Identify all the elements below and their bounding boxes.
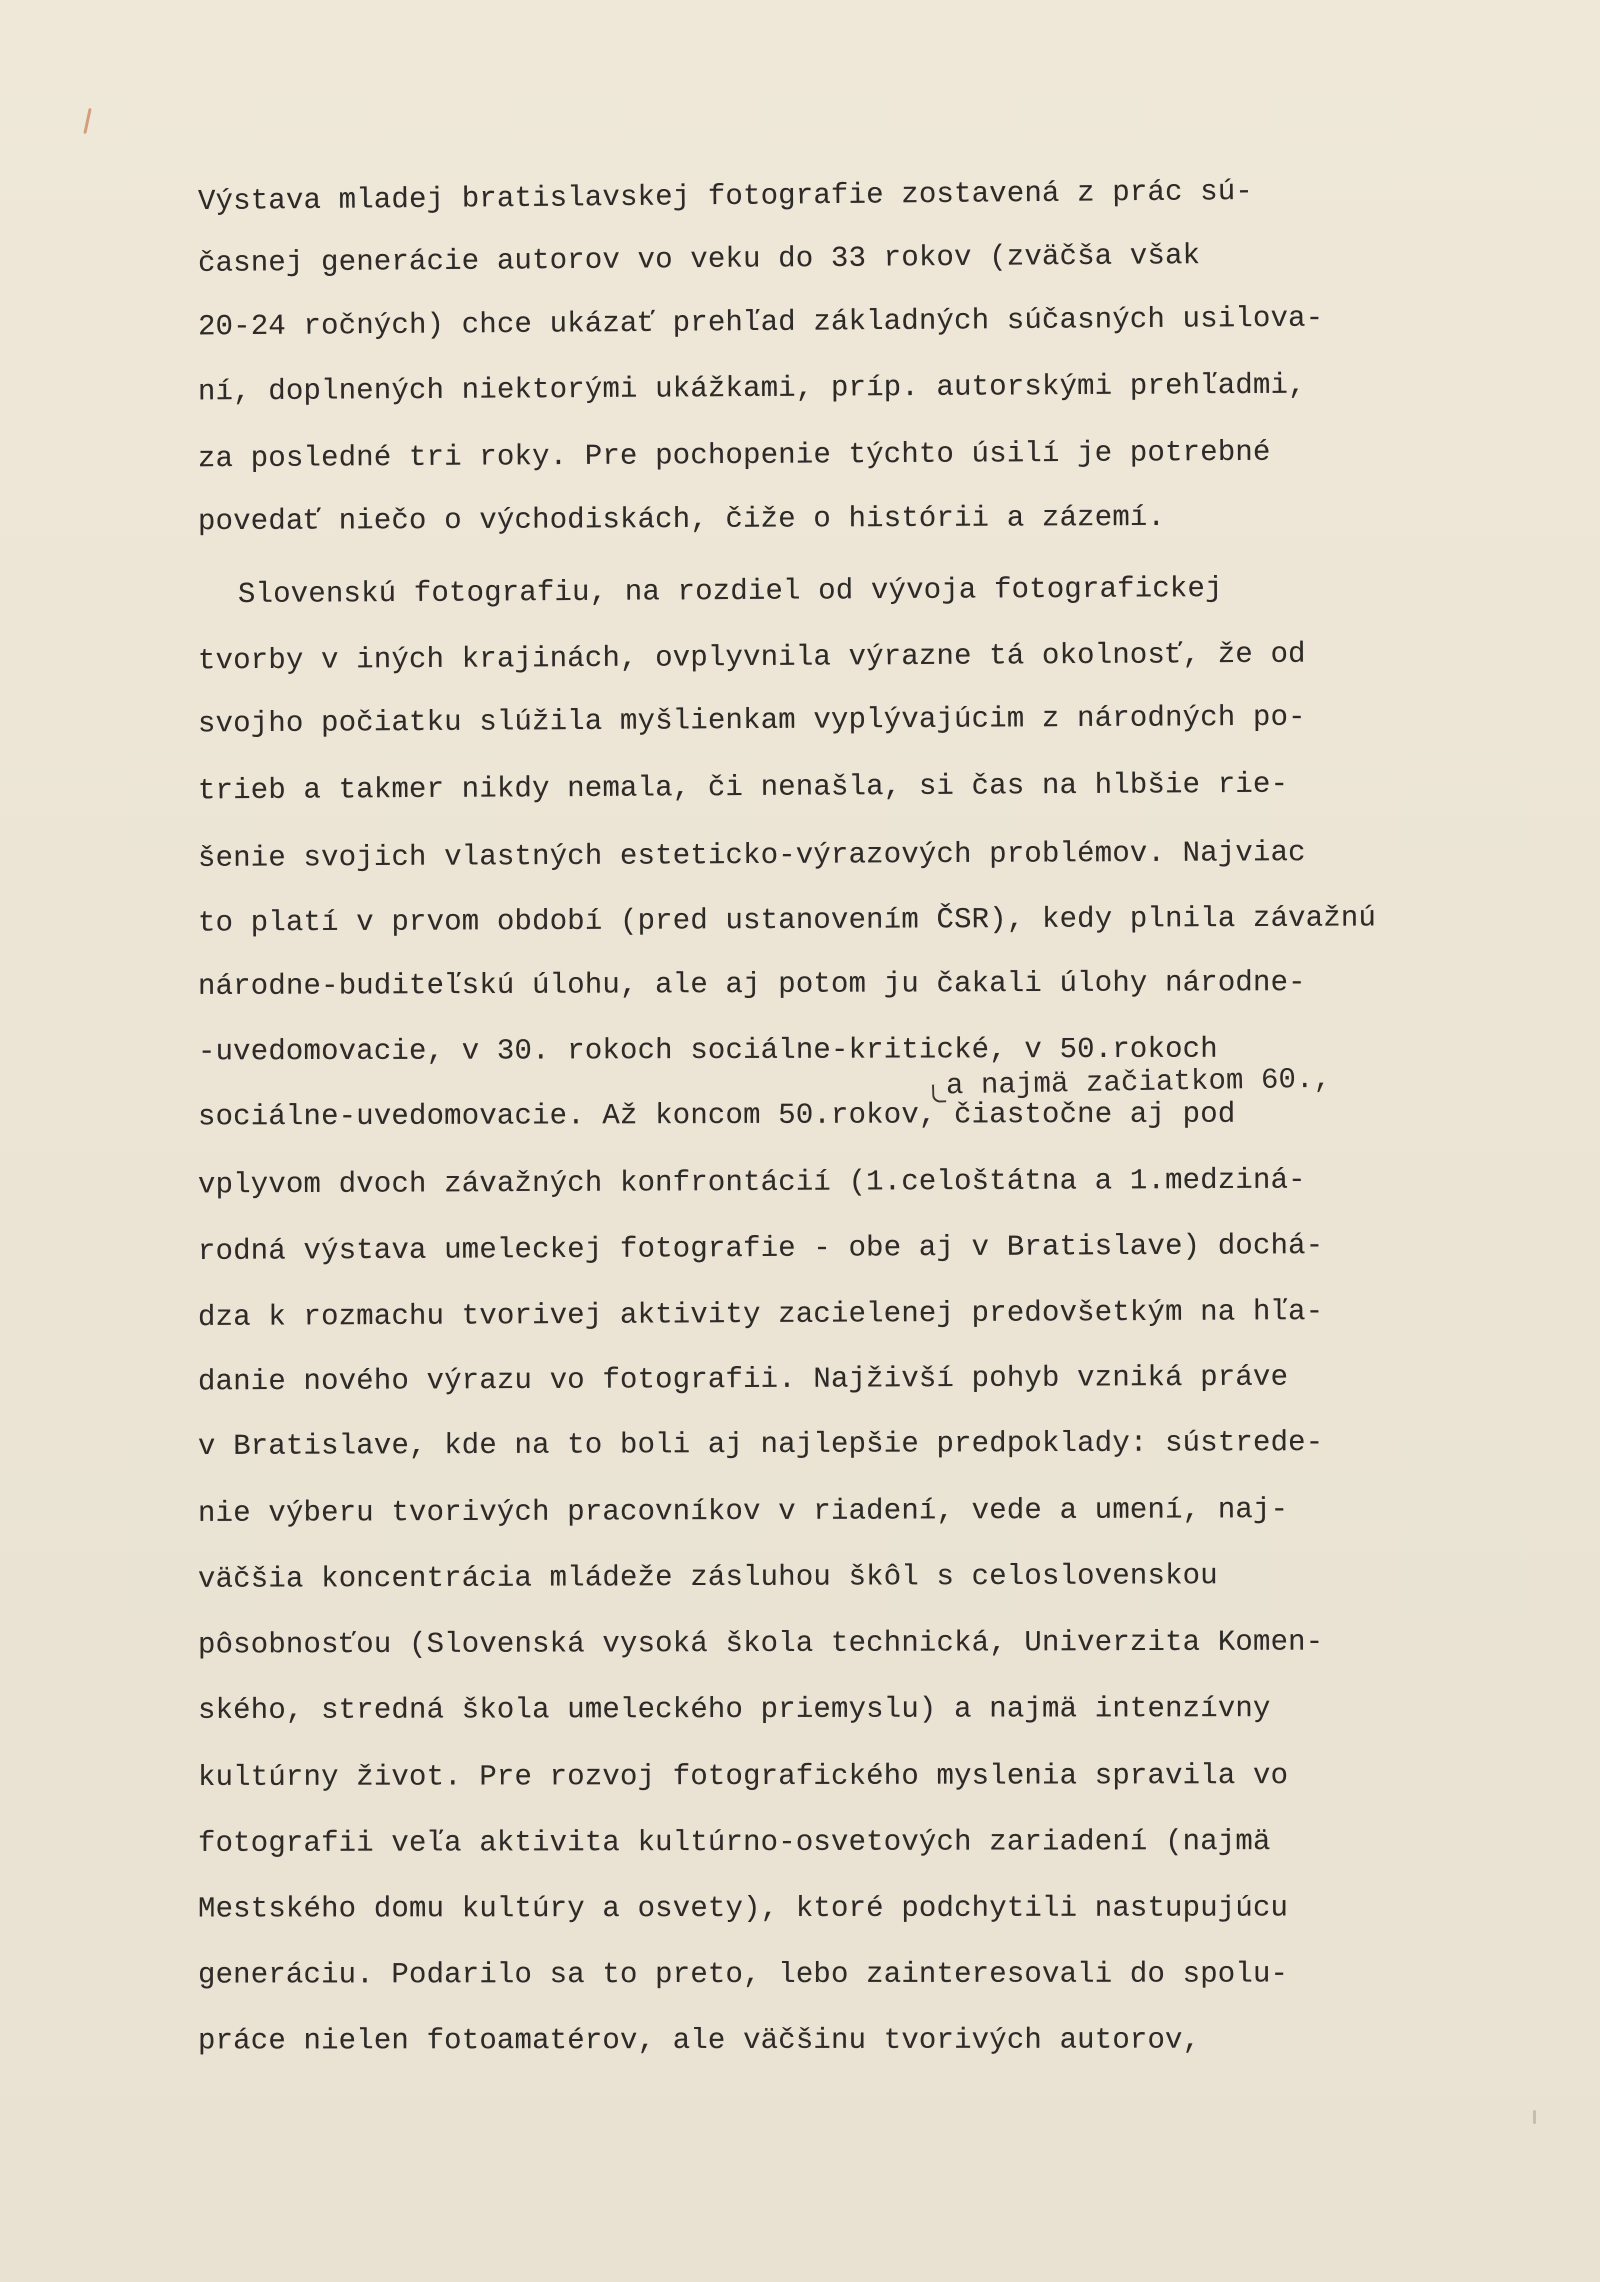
paragraph-1-line-2: časnej generácie autorov vo veku do 33 rokov (zväčša však <box>197 239 1201 280</box>
paragraph-2-line-13: danie nového výrazu vo fotografii. Najživší pohyb vzniká práve <box>197 1360 1289 1399</box>
paragraph-2-line-19: kultúrny život. Pre rozvoj fotografického myslenia spravila vo <box>197 1759 1289 1794</box>
paragraph-1-line-6: povedať niečo o východiskách, čiže o histórii a zázemí. <box>197 500 1166 539</box>
paragraph-2-line-16: väčšia koncentrácia mládeže zásluhou škôl s celoslovenskou <box>197 1559 1218 1596</box>
paragraph-2-line-20: fotografii veľa aktivita kultúrno-osvetových zariadení (najmä <box>197 1825 1271 1860</box>
paragraph-2-line-10: vplyvom dvoch závažných konfrontácií (1.celoštátna a 1.medziná- <box>197 1163 1306 1202</box>
paragraph-2-line-12: dza k rozmachu tvorivej aktivity zacielenej predovšetkým na hľa- <box>197 1295 1324 1334</box>
paragraph-2-line-21: Mestského domu kultúry a osvety), ktoré podchytili nastupujúcu <box>197 1891 1289 1926</box>
paragraph-2-line-11: rodná výstava umeleckej fotografie - obe aj v Bratislave) dochá- <box>197 1229 1324 1268</box>
margin-ink-mark <box>83 108 91 134</box>
page-edge-mark <box>1533 2110 1536 2124</box>
paragraph-2-line-4: trieb a takmer nikdy nemala, či nenašla, si čas na hlbšie rie- <box>197 767 1289 808</box>
handwritten-insertion: a najmä začiatkom 60., <box>945 1062 1332 1103</box>
paragraph-1-line-3: 20-24 ročných) chce ukázať prehľad základných súčasných usilova- <box>197 301 1324 344</box>
paragraph-2-line-14: v Bratislave, kde na to boli aj najlepšie predpoklady: sústrede- <box>197 1426 1324 1463</box>
paragraph-2-line-2: tvorby v iných krajinách, ovplyvnila výrazne tá okolnosť, že od <box>197 637 1306 678</box>
paragraph-2-line-17: pôsobnosťou (Slovenská vysoká škola technická, Univerzita Komen- <box>197 1625 1324 1662</box>
paragraph-2-line-15: nie výberu tvorivých pracovníkov v riadení, vede a umení, naj- <box>197 1493 1289 1530</box>
paragraph-2-line-18: ského, stredná škola umeleckého priemyslu) a najmä intenzívny <box>197 1692 1271 1727</box>
paragraph-1-line-1: Výstava mladej bratislavskej fotografie zostavená z prác sú- <box>197 174 1254 219</box>
paragraph-2-line-5: šenie svojich vlastných esteticko-výrazových problémov. Najviac <box>197 836 1306 875</box>
paragraph-2-line-9: sociálne-uvedomovacie. Až koncom 50.rokov, čiastočne aj pod <box>197 1097 1236 1134</box>
paragraph-2-line-1: Slovenskú fotografiu, na rozdiel od vývoja fotografickej <box>237 571 1223 612</box>
paragraph-2-line-7: národne-buditeľskú úlohu, ale aj potom ju čakali úlohy národne- <box>197 966 1306 1003</box>
paragraph-1-line-5: za posledné tri roky. Pre pochopenie týchto úsilí je potrebné <box>197 435 1271 476</box>
paragraph-2-line-3: svojho počiatku slúžila myšlienkam vyplývajúcim z národných po- <box>197 700 1306 741</box>
paragraph-2-line-6: to platí v prvom období (pred ustanovením ČSR), kedy plnila závažnú <box>197 901 1377 940</box>
paragraph-1-line-4: ní, doplnených niektorými ukážkami, príp. autorskými prehľadmi, <box>197 368 1306 409</box>
paragraph-2-line-8: -uvedomovacie, v 30. rokoch sociálne-kritické, v 50.rokoch <box>197 1032 1218 1069</box>
paragraph-2-line-23: práce nielen fotoamatérov, ale väčšinu tvorivých autorov, <box>197 2023 1201 2058</box>
paragraph-2-line-22: generáciu. Podarilo sa to preto, lebo zainteresovali do spolu- <box>197 1957 1289 1992</box>
